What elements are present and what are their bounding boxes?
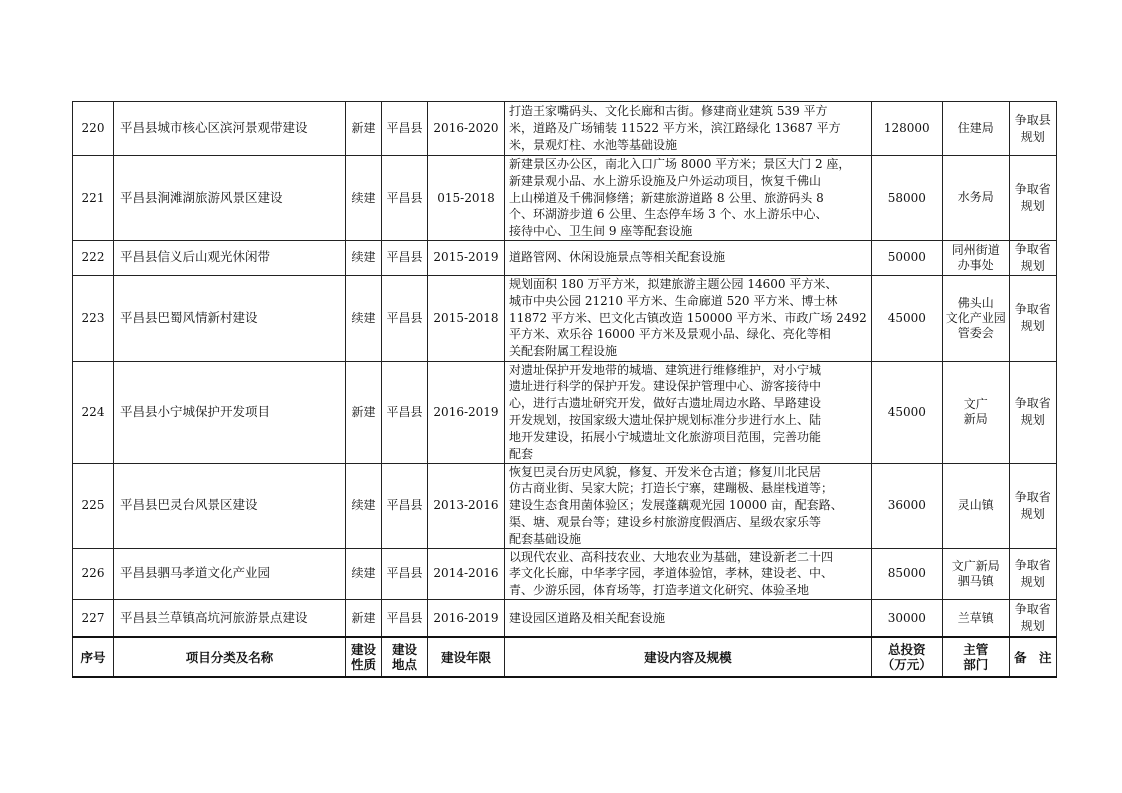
project-owner [942, 156, 1009, 241]
project-note [1009, 599, 1056, 637]
project-note-line: 规划 [1020, 129, 1045, 144]
table-row [73, 361, 1057, 463]
project-nature: 新建 [346, 599, 382, 637]
project-owner [942, 548, 1009, 599]
project-investment: 58000 [871, 156, 942, 241]
project-location: 平昌县 [382, 361, 428, 463]
project-investment: 45000 [871, 275, 942, 361]
header-years: 建设年限 [428, 637, 505, 677]
table-row [73, 102, 1057, 156]
table-row [73, 156, 1057, 241]
project-note-line: 规划 [1020, 198, 1045, 213]
header-owner [942, 637, 1009, 677]
project-note-line: 争取省 [1014, 182, 1051, 197]
row-number: 223 [73, 275, 114, 361]
project-note-line: 规划 [1020, 258, 1045, 273]
header-nature-line: 建设 [350, 642, 376, 658]
project-content-line: 关配套附属工程设施 [509, 344, 618, 359]
project-name: 平昌县信义后山观光休闲带 [114, 240, 346, 275]
project-note [1009, 102, 1056, 156]
project-content-line: 遗址进行科学的保护开发。建设保护管理中心、游客接待中 [509, 379, 822, 394]
project-content-line: 青、少游乐园，体育场等，打造孝道文化研究、体验圣地 [509, 583, 810, 598]
project-note [1009, 156, 1056, 241]
project-nature: 续建 [346, 463, 382, 548]
project-owner-line: 新局 [963, 412, 988, 427]
project-location: 平昌县 [382, 599, 428, 637]
header-owner-line: 部门 [963, 657, 989, 673]
header-note: 备 注 [1009, 637, 1056, 677]
project-content [505, 102, 872, 156]
project-name: 平昌县涧滩湖旅游风景区建设 [114, 156, 346, 241]
row-number: 220 [73, 102, 114, 156]
project-content-line: 孝文化长廊，中华孝字园，孝道体验馆，孝林，建设老、中、 [509, 566, 834, 581]
project-owner-line: 办事处 [957, 257, 994, 272]
project-investment: 128000 [871, 102, 942, 156]
project-name: 平昌县巴灵台风景区建设 [114, 463, 346, 548]
project-owner [942, 361, 1009, 463]
project-content-line: 个、环湖游步道 6 公里、生态停车场 3 个、水上游乐中心、 [509, 207, 828, 222]
header-location [382, 637, 428, 677]
project-owner-line: 文广新局 [951, 558, 1000, 573]
project-content-line: 以现代农业、高科技农业、大地农业为基础，建设新老二十四 [509, 549, 834, 564]
project-location: 平昌县 [382, 102, 428, 156]
header-content: 建设内容及规模 [505, 637, 872, 677]
project-note [1009, 240, 1056, 275]
table-row [73, 275, 1057, 361]
project-owner [942, 102, 1009, 156]
project-note-line: 规划 [1020, 319, 1045, 334]
project-content-line: 配套基础设施 [509, 531, 582, 546]
project-owner [942, 463, 1009, 548]
project-content-line: 米，道路及广场铺装 11522 平方米，滨江路绿化 13687 平方 [509, 121, 841, 136]
project-owner-line: 佛头山 [957, 295, 994, 310]
header-investment-line: （万元） [881, 657, 932, 673]
project-name: 平昌县小宁城保护开发项目 [114, 361, 346, 463]
project-note-line: 争取县 [1014, 112, 1051, 127]
project-content-line: 心，进行古遗址研究开发，做好古遗址周边水路、旱路建设 [509, 396, 822, 411]
project-note-line: 争取省 [1014, 396, 1051, 411]
project-content-line: 道路管网、休闲设施景点等相关配套设施 [509, 250, 726, 265]
header-seq: 序号 [73, 637, 114, 677]
project-nature: 续建 [346, 548, 382, 599]
project-location: 平昌县 [382, 463, 428, 548]
project-content-line: 建设生态食用菌体验区；发展蓬藕观光园 10000 亩，配套路、 [509, 498, 843, 513]
project-location: 平昌县 [382, 156, 428, 241]
project-years: 2014-2016 [428, 548, 505, 599]
project-note-line: 争取省 [1014, 241, 1051, 256]
project-content [505, 361, 872, 463]
project-name: 平昌县兰草镇高坑河旅游景点建设 [114, 599, 346, 637]
row-number: 222 [73, 240, 114, 275]
table-row [73, 463, 1057, 548]
table-body [73, 102, 1057, 678]
project-owner-line: 文广 [963, 397, 988, 412]
project-note-line: 争取省 [1014, 557, 1051, 572]
header-location-line: 地点 [391, 657, 417, 673]
project-content-line: 恢复巴灵台历史风貌，修复、开发米仓古道；修复川北民居 [509, 464, 822, 479]
project-name: 平昌县驷马孝道文化产业园 [114, 548, 346, 599]
project-years: 2016-2019 [428, 599, 505, 637]
project-content-line: 接待中心、卫生间 9 座等配套设施 [509, 224, 693, 239]
project-content-line: 11872 平方米、巴文化古镇改造 150000 平方米、市政广场 2492 [509, 310, 867, 325]
row-number: 224 [73, 361, 114, 463]
project-content-line: 打造王家嘴码头、文化长廊和古街。修建商业建筑 539 平方 [509, 104, 828, 119]
header-name: 项目分类及名称 [114, 637, 346, 677]
project-owner-line: 文化产业园 [945, 310, 1006, 325]
project-content-line: 建设园区道路及相关配套设施 [509, 610, 666, 625]
project-location: 平昌县 [382, 275, 428, 361]
project-content-line: 地开发建设，拓展小宁城遗址文化旅游项目范围，完善功能 [509, 429, 822, 444]
project-content-line: 米，景观灯柱、水池等基础设施 [509, 137, 678, 152]
project-content [505, 599, 872, 637]
row-number: 221 [73, 156, 114, 241]
project-note-line: 争取省 [1014, 302, 1051, 317]
project-content-line: 新建景观小品、水上游乐设施及户外运动项目，恢复千佛山 [509, 173, 822, 188]
project-content-line: 新建景区办公区，南北入口广场 8000 平方米；景区大门 2 座， [509, 157, 851, 171]
project-owner-line: 驷马镇 [957, 573, 994, 588]
project-content [505, 240, 872, 275]
project-content [505, 275, 872, 361]
project-note [1009, 548, 1056, 599]
table-row [73, 599, 1057, 637]
header-nature-line: 性质 [350, 657, 376, 673]
project-content-line: 上山梯道及千佛洞修缮；新建旅游道路 8 公里、旅游码头 8 [509, 190, 824, 205]
project-investment: 36000 [871, 463, 942, 548]
project-content [505, 548, 872, 599]
project-content-line: 城市中央公园 21210 平方米、生命廊道 520 平方米、博士林 [509, 293, 838, 308]
project-note-line: 规划 [1020, 413, 1045, 428]
row-number: 226 [73, 548, 114, 599]
project-note [1009, 463, 1056, 548]
project-nature: 续建 [346, 240, 382, 275]
project-note-line: 规划 [1020, 619, 1045, 634]
project-nature: 新建 [346, 361, 382, 463]
project-investment: 50000 [871, 240, 942, 275]
project-owner-line: 灵山镇 [957, 498, 994, 513]
project-location: 平昌县 [382, 548, 428, 599]
project-years: 2016-2019 [428, 361, 505, 463]
row-number: 227 [73, 599, 114, 637]
project-note-line: 争取省 [1014, 602, 1051, 617]
project-years: 2013-2016 [428, 463, 505, 548]
table-row [73, 548, 1057, 599]
project-note [1009, 275, 1056, 361]
project-note-line: 争取省 [1014, 489, 1051, 504]
header-investment-line: 总投资 [888, 642, 926, 658]
project-owner-line: 管委会 [957, 325, 994, 340]
table-row [73, 240, 1057, 275]
project-table [72, 101, 1057, 678]
header-location-line: 建设 [391, 642, 417, 658]
project-note-line: 规划 [1020, 506, 1045, 521]
project-nature: 续建 [346, 156, 382, 241]
project-content-line: 配套 [509, 446, 534, 461]
project-nature: 续建 [346, 275, 382, 361]
project-name: 平昌县巴蜀风情新村建设 [114, 275, 346, 361]
project-name: 平昌县城市核心区滨河景观带建设 [114, 102, 346, 156]
project-note [1009, 361, 1056, 463]
row-number: 225 [73, 463, 114, 548]
table-header-row [73, 637, 1057, 677]
project-owner [942, 240, 1009, 275]
project-content-line: 规划面积 180 万平方米，拟建旅游主题公园 14600 平方米、 [509, 277, 838, 292]
header-investment [871, 637, 942, 677]
header-owner-line: 主管 [963, 642, 989, 658]
project-content-line: 平方米、欢乐谷 16000 平方米及景观小品、绿化、亮化等相 [509, 327, 831, 342]
project-years: 2015-2019 [428, 240, 505, 275]
project-owner-line: 住建局 [957, 121, 994, 135]
project-investment: 30000 [871, 599, 942, 637]
project-content [505, 156, 872, 241]
project-location: 平昌县 [382, 240, 428, 275]
project-content-line: 对遗址保护开发地带的城墙、建筑进行维修维护，对小宁城 [509, 362, 822, 377]
project-owner-line: 水务局 [957, 190, 994, 205]
project-years: 2016-2020 [428, 102, 505, 156]
header-nature [346, 637, 382, 677]
project-investment: 85000 [871, 548, 942, 599]
project-investment: 45000 [871, 361, 942, 463]
project-owner-line: 兰草镇 [957, 610, 994, 625]
project-owner [942, 599, 1009, 637]
project-nature: 新建 [346, 102, 382, 156]
project-years: 015-2018 [428, 156, 505, 241]
project-content-line: 渠、塘、观景台等；建设乡村旅游度假酒店、星级农家乐等 [509, 514, 822, 529]
project-content-line: 开发规划，按国家级大遗址保护规划标准分步进行水上、陆 [509, 413, 822, 428]
project-note-line: 规划 [1020, 574, 1045, 589]
project-content-line: 仿古商业街、吴家大院；打造长宁寨，建蹦极、悬崖栈道等； [509, 481, 834, 496]
project-content [505, 463, 872, 548]
project-owner [942, 275, 1009, 361]
project-years: 2015-2018 [428, 275, 505, 361]
project-owner-line: 同州街道 [951, 242, 1000, 257]
